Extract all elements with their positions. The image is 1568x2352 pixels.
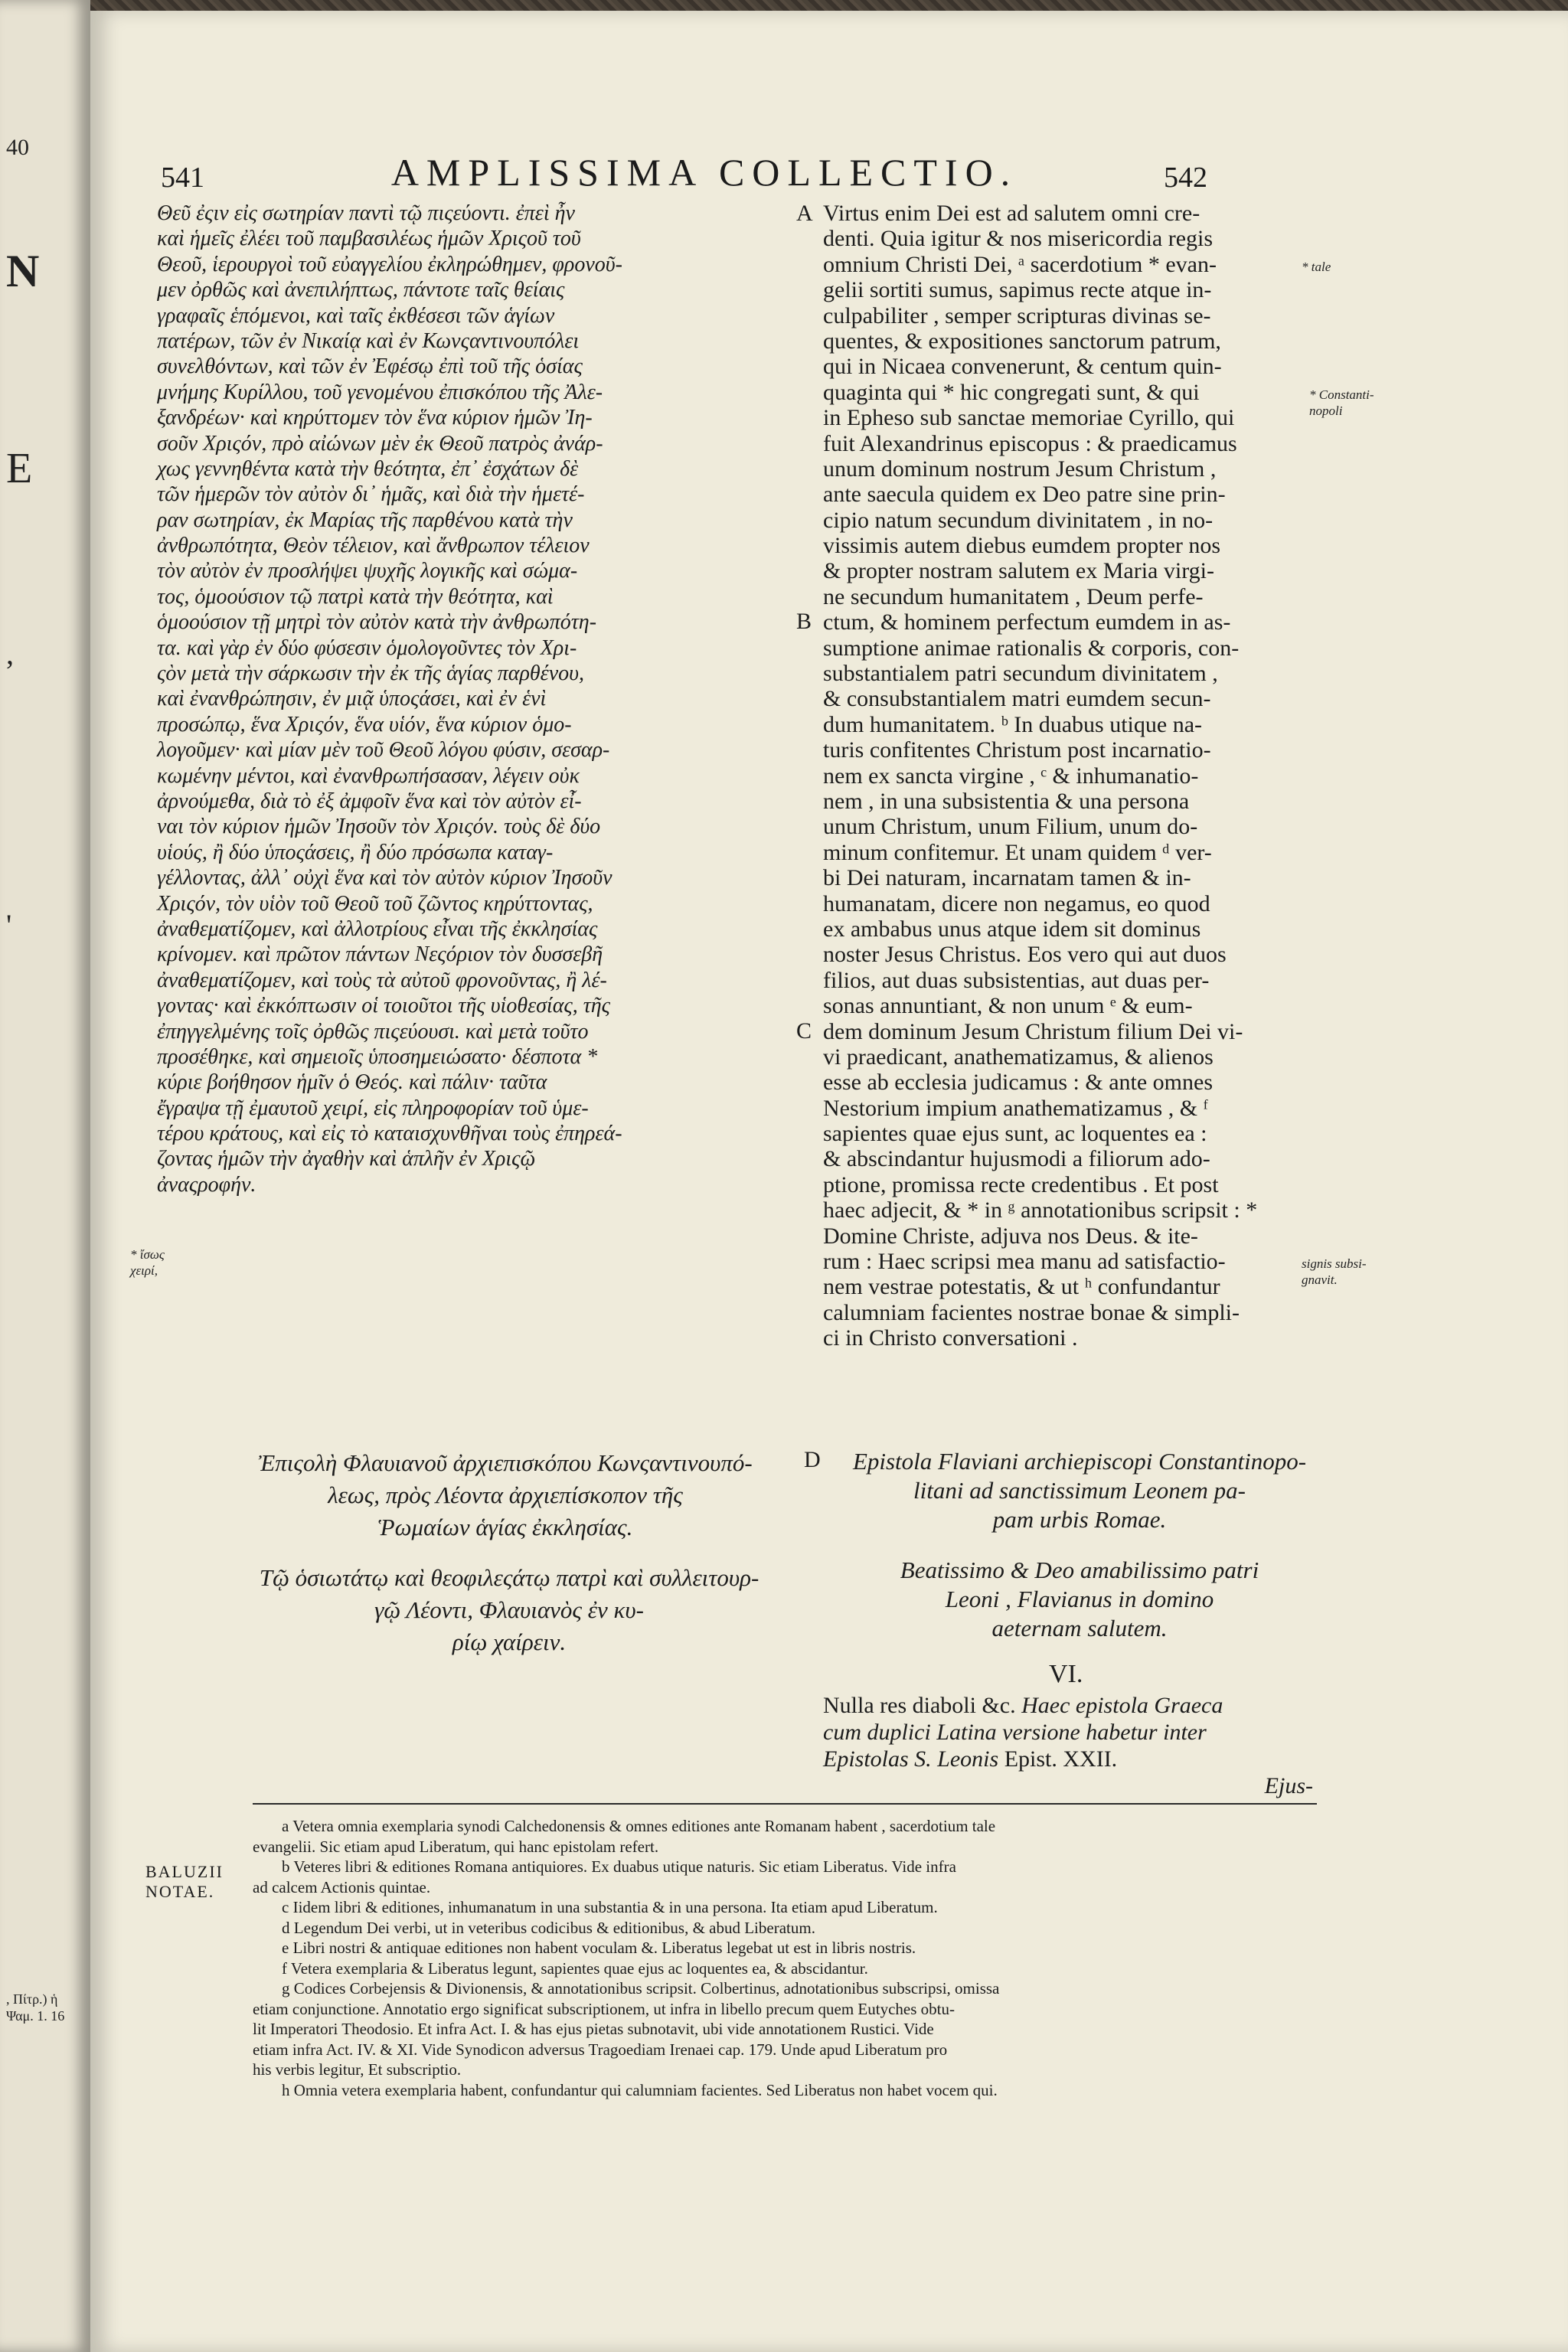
facing-page-fragment: E xyxy=(6,445,33,492)
text-line: nem , in una subsistentia & una persona xyxy=(823,788,1190,814)
margin-gloss: * Constanti- nopoli xyxy=(1309,387,1374,418)
text-line: μεν ὀρθῶς καὶ ἀνεπιλήπτως, πάντοτε ταῖς θείαις xyxy=(157,278,565,302)
facing-page-fragment: ' xyxy=(6,908,12,942)
text-line: Θεοῦ, ἱερουργοὶ τοῦ εὐαγγελίου ἐκληρώθημεν, φρονοῦ- xyxy=(157,252,622,276)
text-line: τέρου κράτους, καὶ εἰς τὸ καταισχυνθῆναι τοὺς ἐπηρεά- xyxy=(157,1122,622,1146)
footnote-line: lit Imperatori Theodosio. Et infra Act. I. & has ejus pietas subnotavit, ubi vide annotationem Rustici. Vide xyxy=(253,2020,934,2038)
facing-page-fragment: N xyxy=(6,246,40,296)
text-line: esse ab ecclesia judicamus : & ante omnes xyxy=(823,1070,1213,1096)
text-line: τος, ὁμοούσιον τῷ πατρὶ κατὰ τὴν θεότητα, καὶ xyxy=(157,584,554,609)
left-page-number: 541 xyxy=(161,162,204,194)
text-line: & consubstantialem matri eumdem secun- xyxy=(823,686,1211,712)
text-line: minum confitemur. Et unam quidem ᵈ ver- xyxy=(823,839,1212,865)
text-line: dum humanitatem. ᵇ In duabus utique na- xyxy=(823,711,1203,737)
text-line: καὶ ἐνανθρώπησιν, ἐν μιᾷ ὑποςάσει, καὶ ἐν ἑνὶ xyxy=(157,687,547,711)
text-line: noster Jesus Christus. Eos vero qui aut duos xyxy=(823,942,1227,968)
text-line: qui in Nicaea convenerunt, & centum quin- xyxy=(823,354,1222,380)
footnote-line: b Veteres libri & editiones Romana antiquiores. Ex duabus utique naturis. Sic etiam Liberatus. Vide infra xyxy=(282,1857,956,1876)
section-marker: D xyxy=(804,1447,821,1472)
text-line: culpabiliter , semper scripturas divinas se- xyxy=(823,302,1211,328)
text-line: unum dominum nostrum Jesum Christum , xyxy=(823,456,1217,482)
text-line: μνήμης Κυρίλλου, τοῦ γενομένου ἐπισκόπου τῆς Ἀλε- xyxy=(157,380,603,404)
text-line: χως γεννηθέντα κατὰ τὴν θεότητα, ἐπ᾽ ἐσχάτων δὲ xyxy=(157,456,579,481)
greek-letter-heading: Ἐπιςολὴ Φλαυιανοῦ ἀρχιεπισκόπου Κωνςαντινουπό- λεως, πρὸς Λέοντα ἀρχιεπίσκοπον τῆς Ῥωμαίων ἁγίας ἐκκλησίας. xyxy=(258,1449,753,1540)
margin-gloss: signis subsi- gnavit. xyxy=(1302,1256,1367,1287)
text-line: ἔγραψα τῇ ἐμαυτοῦ χειρί, εἰς πληροφορίαν τοῦ ὑμε- xyxy=(157,1096,589,1120)
text-line: συνελθόντων, καὶ τῶν ἐν Ἐφέσῳ ἐπὶ τοῦ τῆς ὁσίας xyxy=(157,354,583,379)
text-line: ἀναθεματίζομεν, καὶ ἀλλοτρίους εἶναι τῆς ἐκκλησίας xyxy=(157,916,598,941)
footnote-line: d Legendum Dei verbi, ut in veteribus codicibus & editionibus, & abud Liberatum. xyxy=(282,1918,815,1937)
text-line: & propter nostram salutem ex Maria virgi- xyxy=(823,558,1214,584)
text-line: ἀρνούμεθα, διὰ τὸ ἐξ ἀμφοῖν ἕνα καὶ τὸν αὐτὸν εἶ- xyxy=(157,789,582,813)
footnotes xyxy=(253,1816,1340,2100)
text-line: humanatam, dicere non negamus, eo quod xyxy=(823,890,1210,916)
text-line: & abscindantur hujusmodi a filiorum ado- xyxy=(823,1146,1210,1172)
footnote-line: evangelii. Sic etiam apud Liberatum, qui hanc epistolam refert. xyxy=(253,1837,659,1856)
facing-page-fragment: 40 xyxy=(6,135,29,160)
text-line: fuit Alexandrinus episcopus : & praedicamus xyxy=(823,430,1237,456)
text-line: ante saecula quidem ex Deo patre sine prin- xyxy=(823,482,1226,508)
text-line: ptione, promissa recte credentibus . Et post xyxy=(823,1171,1219,1197)
text-line: sumptione animae rationalis & corporis, con- xyxy=(823,635,1240,661)
latin-salutation: Beatissimo & Deo amabilissimo patri Leoni , Flavianus in domino aeternam salutem. xyxy=(900,1557,1259,1642)
footnote-line: f Vetera exemplaria & Liberatus legunt, sapientes quae ejus ac loquentes ea, & abscidantur. xyxy=(282,1958,868,1978)
text-line: ἀνθρωπότητα, Θεὸν τέλειον, καὶ ἄνθρωπον τέλειον xyxy=(157,534,590,558)
text-line: ραν σωτηρίαν, ἐκ Μαρίας τῆς παρθένου κατὰ τὴν xyxy=(157,508,573,532)
text-line: σοῦν Χριςόν, πρὸ αἰώνων μὲν ἐκ Θεοῦ πατρὸς ἀνάρ- xyxy=(157,431,603,456)
text-line: τῶν ἡμερῶν τὸν αὐτὸν δι᾽ ἡμᾶς, καὶ διὰ τὴν ἡμετέ- xyxy=(157,482,585,507)
text-line: Χριςόν, τὸν υἱὸν τοῦ Θεοῦ τοῦ ζῶντος κηρύττοντας, xyxy=(157,891,593,916)
text-line: κρίνομεν. καὶ πρῶτον πάντων Νεςόριον τὸν δυσσεβῆ xyxy=(157,942,603,967)
text-line: unum Christum, unum Filium, unum do- xyxy=(823,814,1198,840)
text-line: ναι τὸν κύριον ἡμῶν Ἰησοῦν τὸν Χριςόν. τοὺς δὲ δύο xyxy=(157,815,601,839)
text-line: υἱούς, ἢ δύο ὑποςάσεις, ἢ δύο πρόσωπα καταγ- xyxy=(157,840,554,864)
text-line: in Epheso sub sanctae memoriae Cyrillo, qui xyxy=(823,405,1235,431)
text-line: ξανδρέων· καὶ κηρύττομεν τὸν ἕνα κύριον ἡμῶν Ἰη- xyxy=(157,406,593,430)
text-line: sonas annuntiant, & non unum ᵉ & eum- xyxy=(823,993,1193,1019)
text-line: Nestorium impium anathematizamus , & ᶠ xyxy=(823,1095,1208,1121)
margin-gloss: * ἴσως χειρί, xyxy=(130,1247,165,1278)
footnote-line: ad calcem Actionis quintae. xyxy=(253,1877,431,1896)
text-line: vi praedicant, anathematizamus, & alienos xyxy=(823,1044,1214,1070)
text-line: calumniam facientes nostrae bonae & simpli- xyxy=(823,1299,1240,1325)
text-line: γραφαῖς ἑπόμενοι, καὶ ταῖς ἐκθέσεσι τῶν ἁγίων xyxy=(157,303,555,328)
text-line: ci in Christo conversationi . xyxy=(823,1325,1078,1351)
facing-page-edge xyxy=(0,0,90,2352)
margin-gloss: * tale xyxy=(1302,260,1331,274)
text-line: καὶ ἡμεῖς ἐλέει τοῦ παμβασιλέως ἡμῶν Χριςοῦ τοῦ xyxy=(157,227,581,251)
text-line: nem ex sancta virgine , ᶜ & inhumanatio- xyxy=(823,763,1199,789)
facing-page-fragment: , xyxy=(6,636,14,671)
text-line: γέλλοντας, ἀλλ᾽ οὐχὶ ἕνα καὶ τὸν αὐτὸν κύριον Ἰησοῦν xyxy=(157,866,612,890)
footnote-line: g Codices Corbejensis & Divionensis, & annotationibus scripsit. Colbertinus, adnotationibus subscripsi, omissa xyxy=(282,1979,1000,1998)
text-line: προσώπῳ, ἕνα Χριςόν, ἕνα υἱόν, ἕνα κύριον ὁμο- xyxy=(157,712,572,737)
text-line: rum : Haec scripsi mea manu ad satisfactio- xyxy=(823,1249,1226,1275)
footnote-line: h Omnia vetera exemplaria habent, confundantur qui calumniam facientes. Sed Liberatus non habet vocem qui. xyxy=(282,2080,998,2099)
notes-label: BALUZII NOTAE. xyxy=(145,1862,224,1901)
text-line: προσέθηκε, καὶ σημειοῖς ὑποσημειώσατο· δέσποτα * xyxy=(157,1044,598,1069)
text-line: κύριε βοήθησον ἡμῖν ὁ Θεός. καὶ πάλιν· ταῦτα xyxy=(157,1070,547,1095)
text-line: dem dominum Jesum Christum filium Dei vi- xyxy=(823,1018,1243,1044)
footnote-line: a Vetera omnia exemplaria synodi Calchedonensis & omnes editiones ante Romanam habent , sacerdotium tale xyxy=(282,1817,996,1835)
running-title: AMPLISSIMA COLLECTIO. xyxy=(390,151,1018,194)
text-line: τα. καὶ γὰρ ἐν δύο φύσεσιν ὁμολογοῦντες τὸν Χρι- xyxy=(157,635,577,660)
footnote-line: etiam conjunctione. Annotatio ergo significat subscriptionem, ut infra in libello precum quem Eutyches obtu- xyxy=(253,1999,955,2018)
footnote-rule xyxy=(253,1803,1317,1805)
footnote-line: e Libri nostri & antiquae editiones non habent voculam &. Liberatus legebat ut est in libris nostris. xyxy=(282,1939,916,1957)
text-line: haec adjecit, & * in ᵍ annotationibus scripsit : * xyxy=(823,1197,1258,1223)
footnote-line: etiam infra Act. IV. & XI. Vide Synodicon adversus Tragoediam Irenaei cap. 179. Unde apud Liberatum pro xyxy=(253,2040,948,2059)
text-line: gelii sortiti sumus, sapimus recte atque in- xyxy=(823,277,1212,303)
text-line: cipio natum secundum divinitatem , in no- xyxy=(823,507,1214,533)
text-line: quaginta qui * hic congregati sunt, & qui xyxy=(823,379,1200,405)
section-marker: C xyxy=(796,1018,812,1044)
text-line: quentes, & expositiones sanctorum patrum, xyxy=(823,328,1221,354)
text-line: ex ambabus unus atque idem sit dominus xyxy=(823,916,1201,942)
footnote-line: c Iidem libri & editiones, inhumanatum in una substantia & in una persona. Ita etiam apud Liberatum. xyxy=(282,1898,938,1916)
text-line: denti. Quia igitur & nos misericordia regis xyxy=(823,226,1214,252)
text-line: Domine Christe, adjuva nos Deus. & ite- xyxy=(823,1223,1198,1249)
text-line: sapientes quae ejus sunt, ac loquentes ea : xyxy=(823,1121,1207,1147)
text-line: ctum, & hominem perfectum eumdem in as- xyxy=(823,609,1231,635)
text-line: τὸν αὐτὸν ἐν προσλήψει ψυχῆς λογικῆς καὶ σώμα- xyxy=(157,559,578,583)
section-marker: B xyxy=(796,609,812,634)
text-line: ἐπηγγελμένης τοῖς ὀρθῶς πιςεύουσι. καὶ μετὰ τοῦτο xyxy=(157,1019,589,1044)
greek-text-column xyxy=(157,201,792,1197)
section-number: VI. xyxy=(1049,1660,1083,1688)
text-line: bi Dei naturam, incarnatam tamen & in- xyxy=(823,865,1191,891)
text-line: κωμένην μέντοι, καὶ ἐνανθρωπήσασαν, λέγειν οὐκ xyxy=(157,763,580,788)
text-line: ζοντας ἡμῶν τὴν ἀγαθὴν καὶ ἁπλῆν ἐν Χριςῷ xyxy=(157,1147,536,1171)
facing-page-fragment: , Πίτρ.) ἡ Ψαμ. 1. 16 xyxy=(6,1991,65,2024)
text-line: Θεῦ ἐςιν εἰς σωτηρίαν παντὶ τῷ πιςεύοντι. ἐπεὶ ἦν xyxy=(157,201,575,225)
latin-text-column xyxy=(823,201,1313,1351)
text-line: vissimis autem diebus eumdem propter nos xyxy=(823,533,1221,559)
section-text: Nulla res diaboli &c. Haec epistola Graeca cum duplici Latina versione habetur inter Epistolas S. Leonis Epist. XXII. Ejus- xyxy=(823,1693,1313,1798)
text-line: γοντας· καὶ ἐκκόπτωσιν οἱ τοιοῦτοι τῆς υἱοθεσίας, τῆς xyxy=(157,994,611,1018)
right-page-number: 542 xyxy=(1164,162,1207,194)
latin-letter-heading: Epistola Flaviani archiepiscopi Constantinopo- litani ad sanctissimum Leonem pa- pam urbis Romae. xyxy=(852,1448,1307,1533)
text-line: nem vestrae potestatis, & ut ʰ confundantur xyxy=(823,1274,1220,1300)
footnote-line: his verbis legitur, Et subscriptio. xyxy=(253,2060,462,2079)
text-line: ὁμοούσιον τῇ μητρὶ τὸν αὐτὸν κατὰ τὴν ἀνθρωπότη- xyxy=(157,610,597,635)
section-marker: A xyxy=(796,201,813,226)
text-line: substantialem patri secundum divinitatem , xyxy=(823,661,1218,687)
text-line: filios, aut duas subsistentias, aut duas per- xyxy=(823,967,1210,993)
text-line: turis confitentes Christum post incarnatio- xyxy=(823,737,1211,763)
text-line: ne secundum humanitatem , Deum perfe- xyxy=(823,583,1204,609)
text-line: ἀναςροφήν. xyxy=(157,1172,256,1197)
greek-salutation: Τῷ ὁσιωτάτῳ καὶ θεοφιλεςάτῳ πατρὶ καὶ συλλειτουρ- γῷ Λέοντι, Φλαυιανὸς ἐν κυ- ρίῳ χαίρειν. xyxy=(259,1564,760,1655)
text-line: ἀναθεματίζομεν, καὶ τοὺς τὰ αὐτοῦ φρονοῦντας, ἢ λέ- xyxy=(157,968,607,992)
text-line: omnium Christi Dei, ᵃ sacerdotium * evan- xyxy=(823,251,1217,277)
text-line: πατέρων, τῶν ἐν Νικαίᾳ καὶ ἐν Κωνςαντινουπόλει xyxy=(157,328,580,353)
text-line: ςὸν μετὰ τὴν σάρκωσιν τὴν ἐκ τῆς ἁγίας παρθένου, xyxy=(157,662,584,686)
text-line: Virtus enim Dei est ad salutem omni cre- xyxy=(823,201,1200,226)
text-line: λογοῦμεν· καὶ μίαν μὲν τοῦ Θεοῦ λόγου φύσιν, σεσαρ- xyxy=(157,738,610,763)
